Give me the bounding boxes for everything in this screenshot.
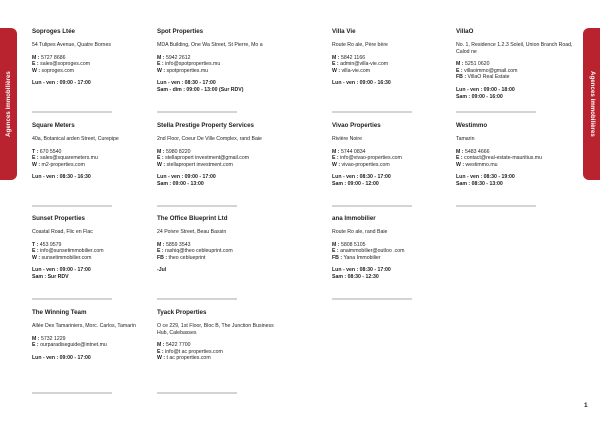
contact-value: VillaO Real Estate bbox=[467, 74, 510, 81]
hours-line: Lun - ven : 08:30 - 19:00 bbox=[456, 174, 515, 181]
agency-entry bbox=[332, 28, 452, 87]
hours-line: Lun - ven : 08:30 - 17:00 bbox=[332, 267, 391, 274]
agency-entry bbox=[157, 215, 277, 274]
contact-value: 453 9579 bbox=[39, 241, 62, 248]
agency-address: 40a, Botanical arden Street, Curepipe bbox=[32, 136, 119, 142]
hours-line: Lun - ven : 09:00 - 16:30 bbox=[332, 80, 391, 87]
agency-entry bbox=[32, 215, 152, 281]
hours-line: Sam - dim : 09:00 - 13:00 (Sur RDV) bbox=[157, 86, 244, 93]
opening-hours bbox=[32, 174, 152, 181]
agency-address: Route Ro ale, rand Baie bbox=[332, 229, 388, 235]
entry-separator bbox=[32, 298, 112, 300]
contact-line bbox=[332, 68, 452, 75]
contact-line bbox=[332, 248, 452, 255]
contact-label: E : bbox=[456, 155, 463, 162]
contact-value: m2-properties.com bbox=[41, 161, 85, 168]
agency-name: Spot Properties bbox=[157, 28, 204, 35]
contact-line bbox=[157, 162, 277, 169]
opening-hours bbox=[32, 80, 152, 87]
contact-label: M : bbox=[456, 148, 464, 155]
contact-label: M : bbox=[332, 54, 340, 61]
contact-value: 5251 0620 bbox=[464, 61, 490, 68]
contact-value: vivao-properties.com bbox=[341, 161, 390, 168]
contact-label: E : bbox=[32, 248, 39, 255]
agency-name: The Office Blueprint Ltd bbox=[157, 215, 228, 222]
hours-line: Sam : 08:30 - 12:30 bbox=[332, 273, 379, 280]
entry-separator bbox=[32, 392, 112, 394]
contact-line bbox=[157, 248, 277, 255]
contact-value: villaoimmo@gmail.com bbox=[464, 67, 518, 74]
agency-entry bbox=[332, 122, 452, 188]
hours-line: Lun - ven : 09:00 - 18:00 bbox=[456, 86, 515, 93]
contact-label: E : bbox=[32, 155, 39, 162]
agency-entry bbox=[32, 122, 152, 181]
contact-label: E : bbox=[157, 248, 164, 255]
opening-hours bbox=[332, 174, 452, 187]
opening-hours bbox=[32, 267, 152, 280]
contact-value: 5942 2612 bbox=[165, 54, 191, 61]
entry-separator bbox=[157, 205, 237, 207]
contact-value: 5859 3543 bbox=[165, 241, 191, 248]
contact-line bbox=[157, 155, 277, 162]
entry-separator bbox=[32, 205, 112, 207]
entry-separator bbox=[456, 111, 536, 113]
opening-hours bbox=[456, 87, 576, 100]
contact-line bbox=[32, 61, 152, 68]
contact-line bbox=[456, 162, 576, 169]
contact-line bbox=[332, 155, 452, 162]
contact-value: theo ceblueprint bbox=[168, 254, 206, 261]
contact-value: spotproperties.mu bbox=[166, 67, 209, 74]
hours-line: Sam : 09:00 - 12:00 bbox=[332, 180, 379, 187]
entry-separator bbox=[332, 298, 412, 300]
contact-label: E : bbox=[157, 155, 164, 162]
contact-label: M : bbox=[157, 241, 165, 248]
contact-value: sales@soproges.com bbox=[40, 61, 91, 68]
agency-address: Allée Des Tamariniers, Morc. Carlos, Tamarin bbox=[32, 323, 136, 329]
agency-address: Route Ro ale, Père bère bbox=[332, 42, 388, 48]
agency-address: O ce 229, 1st Floor, Bloc B, The Junction Business Hub, Calebasses bbox=[157, 323, 274, 336]
agency-name: Soproges Ltée bbox=[32, 28, 75, 35]
entry-separator bbox=[332, 111, 412, 113]
agency-entry bbox=[32, 28, 152, 87]
hours-line: Lun - ven : 08:30 - 17:00 bbox=[332, 174, 391, 181]
contact-line bbox=[332, 242, 452, 249]
contact-line bbox=[157, 342, 277, 349]
agency-address: 54 Tulipes Avenue, Quatre Bornes bbox=[32, 42, 111, 48]
contact-value: rashiq@theo cebleuprint.com bbox=[165, 248, 233, 255]
contact-label: W : bbox=[157, 355, 166, 362]
contact-value: info@t ac properties.com bbox=[165, 348, 223, 355]
contact-value: 5744 0834 bbox=[340, 148, 366, 155]
contact-label: W : bbox=[456, 161, 465, 168]
contact-label: E : bbox=[332, 61, 339, 68]
contact-label: M : bbox=[32, 335, 40, 342]
entry-separator bbox=[157, 298, 237, 300]
opening-hours bbox=[157, 174, 277, 187]
contact-line bbox=[157, 242, 277, 249]
contact-line bbox=[332, 162, 452, 169]
contact-label: W : bbox=[32, 254, 41, 261]
contact-value: info@spotproperties.mu bbox=[165, 61, 221, 68]
hours-line: Sam : 09:00 - 16:00 bbox=[456, 93, 503, 100]
contact-label: M : bbox=[456, 61, 464, 68]
contact-line bbox=[157, 355, 277, 362]
agency-address: Rivière Noire bbox=[332, 136, 362, 142]
agency-name: Tyack Properties bbox=[157, 309, 207, 316]
contact-label: W : bbox=[157, 161, 166, 168]
contact-value: 5483 4666 bbox=[464, 148, 490, 155]
contact-line bbox=[456, 74, 576, 81]
contact-value: 5422 7700 bbox=[165, 342, 191, 349]
contact-line bbox=[157, 68, 277, 75]
agency-entry bbox=[157, 122, 277, 188]
side-tab-label: Agences immobilières bbox=[588, 71, 595, 137]
contact-line bbox=[157, 149, 277, 156]
contact-value: 5808 5105 bbox=[340, 241, 366, 248]
side-tab-left bbox=[0, 28, 17, 180]
contact-label: M : bbox=[332, 241, 340, 248]
contact-line bbox=[157, 349, 277, 356]
contact-line bbox=[332, 61, 452, 68]
contact-value: info@sunsetimmobilier.com bbox=[40, 248, 104, 255]
contact-value: sunsetimmobilier.com bbox=[41, 254, 92, 261]
contact-line bbox=[332, 255, 452, 262]
contact-label: FB : bbox=[157, 254, 168, 261]
contact-label: E : bbox=[32, 61, 39, 68]
contact-value: 5980 8220 bbox=[165, 148, 191, 155]
agency-name: Square Meters bbox=[32, 122, 75, 129]
contact-value: villa-vie.com bbox=[341, 67, 371, 74]
hours-line: -Jul bbox=[157, 267, 167, 274]
contact-value: soproges.com bbox=[41, 67, 75, 74]
opening-hours bbox=[332, 267, 452, 280]
contact-value: Yana Immobilier bbox=[343, 254, 381, 261]
contact-label: W : bbox=[32, 67, 41, 74]
opening-hours bbox=[456, 174, 576, 187]
agency-name: Sunset Properties bbox=[32, 215, 85, 222]
page-number: 1 bbox=[584, 402, 588, 409]
contact-line bbox=[332, 149, 452, 156]
contact-value: 5727 8686 bbox=[40, 54, 66, 61]
contact-line bbox=[456, 149, 576, 156]
contact-value: anaimmobilier@outloo .com bbox=[340, 248, 405, 255]
hours-line: Lun - ven : 09:00 - 17:00 bbox=[32, 80, 91, 87]
contact-line bbox=[157, 255, 277, 262]
contact-label: E : bbox=[157, 61, 164, 68]
agency-entry bbox=[157, 28, 277, 94]
contact-line bbox=[32, 162, 152, 169]
contact-label: W : bbox=[32, 161, 41, 168]
contact-label: T : bbox=[32, 148, 39, 155]
contact-line bbox=[456, 155, 576, 162]
contact-label: FB : bbox=[332, 254, 343, 261]
contact-line bbox=[32, 242, 152, 249]
hours-line: Lun - ven : 09:00 - 17:00 bbox=[32, 267, 91, 274]
side-tab-label: Agences immobilières bbox=[5, 71, 12, 137]
entry-separator bbox=[157, 392, 237, 394]
entry-separator bbox=[32, 111, 112, 113]
opening-hours bbox=[157, 267, 277, 274]
contact-line bbox=[456, 68, 576, 75]
contact-label: W : bbox=[157, 67, 166, 74]
agency-address: Tamarin bbox=[456, 136, 475, 142]
contact-value: 670 5540 bbox=[39, 148, 62, 155]
contact-line bbox=[32, 55, 152, 62]
hours-line: Lun - ven : 08:30 - 17:00 bbox=[157, 80, 216, 87]
contact-label: M : bbox=[157, 54, 165, 61]
agency-address: 2nd Floor, Coeur De Ville Complex, rand Baie bbox=[157, 136, 262, 142]
agency-name: Westimmo bbox=[456, 122, 488, 129]
contact-line bbox=[32, 68, 152, 75]
entry-separator bbox=[332, 205, 412, 207]
hours-line: Sam : Sur RDV bbox=[32, 273, 69, 280]
agency-name: VillaO bbox=[456, 28, 474, 35]
opening-hours bbox=[157, 80, 277, 93]
contact-line bbox=[456, 61, 576, 68]
contact-label: M : bbox=[32, 54, 40, 61]
contact-line bbox=[32, 155, 152, 162]
contact-value: sales@squaremeters.mu bbox=[40, 155, 98, 162]
hours-line: Lun - ven : 09:00 - 17:00 bbox=[32, 354, 91, 361]
contact-label: E : bbox=[456, 67, 463, 74]
contact-label: M : bbox=[157, 342, 165, 349]
contact-label: M : bbox=[332, 148, 340, 155]
contact-label: W : bbox=[332, 67, 341, 74]
contact-value: t ac properties.com bbox=[166, 355, 211, 362]
contact-line bbox=[32, 255, 152, 262]
entry-separator bbox=[157, 111, 237, 113]
contact-value: stellapropert investment@gmail.com bbox=[165, 155, 250, 162]
contact-line bbox=[332, 55, 452, 62]
contact-label: E : bbox=[32, 342, 39, 349]
opening-hours bbox=[32, 355, 152, 362]
contact-value: westimmo.mu bbox=[465, 161, 498, 168]
agency-address: MDA Building, One Wa Street, St Pierre, Mo a bbox=[157, 42, 263, 48]
contact-value: info@vivao-properties.com bbox=[340, 155, 402, 162]
hours-line: Sam : 09:00 - 13:00 bbox=[157, 180, 204, 187]
agency-entry bbox=[456, 28, 576, 100]
agency-address: Coastal Road, Flic en Flac bbox=[32, 229, 93, 235]
contact-value: contact@real-estate-mauritius.mu bbox=[464, 155, 543, 162]
agency-entry bbox=[32, 309, 152, 361]
contact-label: E : bbox=[157, 348, 164, 355]
contact-label: T : bbox=[32, 241, 39, 248]
contact-line bbox=[32, 149, 152, 156]
agency-name: Stella Prestige Property Services bbox=[157, 122, 254, 129]
agency-address: 24 Poivre Street, Beau Bassin bbox=[157, 229, 227, 235]
agency-entry bbox=[157, 309, 277, 362]
contact-label: FB : bbox=[456, 74, 467, 81]
contact-value: 5842 1166 bbox=[340, 54, 366, 61]
agency-entry bbox=[456, 122, 576, 188]
agency-name: ana Immobilier bbox=[332, 215, 376, 222]
agency-address: No. 1, Residence 1.2.3 Soleil, Union Branch Road, Calod ne bbox=[456, 42, 573, 55]
contact-label: W : bbox=[332, 161, 341, 168]
contact-value: stellapropert investment.com bbox=[166, 161, 233, 168]
contact-label: E : bbox=[332, 248, 339, 255]
agency-name: Villa Vie bbox=[332, 28, 356, 35]
side-tab-right bbox=[583, 28, 600, 180]
entry-separator bbox=[456, 205, 536, 207]
hours-line: Lun - ven : 09:00 - 17:00 bbox=[157, 174, 216, 181]
hours-line: Lun - ven : 08:30 - 16:30 bbox=[32, 174, 91, 181]
contact-line bbox=[32, 248, 152, 255]
contact-line bbox=[157, 61, 277, 68]
contact-value: admin@villa-vie.com bbox=[340, 61, 389, 68]
hours-line: Sam : 08:30 - 13:00 bbox=[456, 180, 503, 187]
opening-hours bbox=[332, 80, 452, 87]
contact-line bbox=[32, 336, 152, 343]
agency-name: Vivao Properties bbox=[332, 122, 381, 129]
agency-entry bbox=[332, 215, 452, 281]
contact-value: ourparadiseguide@intnet.mu bbox=[40, 342, 107, 349]
agency-name: The Winning Team bbox=[32, 309, 87, 316]
contact-line bbox=[32, 342, 152, 349]
contact-label: M : bbox=[157, 148, 165, 155]
contact-label: E : bbox=[332, 155, 339, 162]
contact-line bbox=[157, 55, 277, 62]
contact-value: 5732 1229 bbox=[40, 335, 66, 342]
